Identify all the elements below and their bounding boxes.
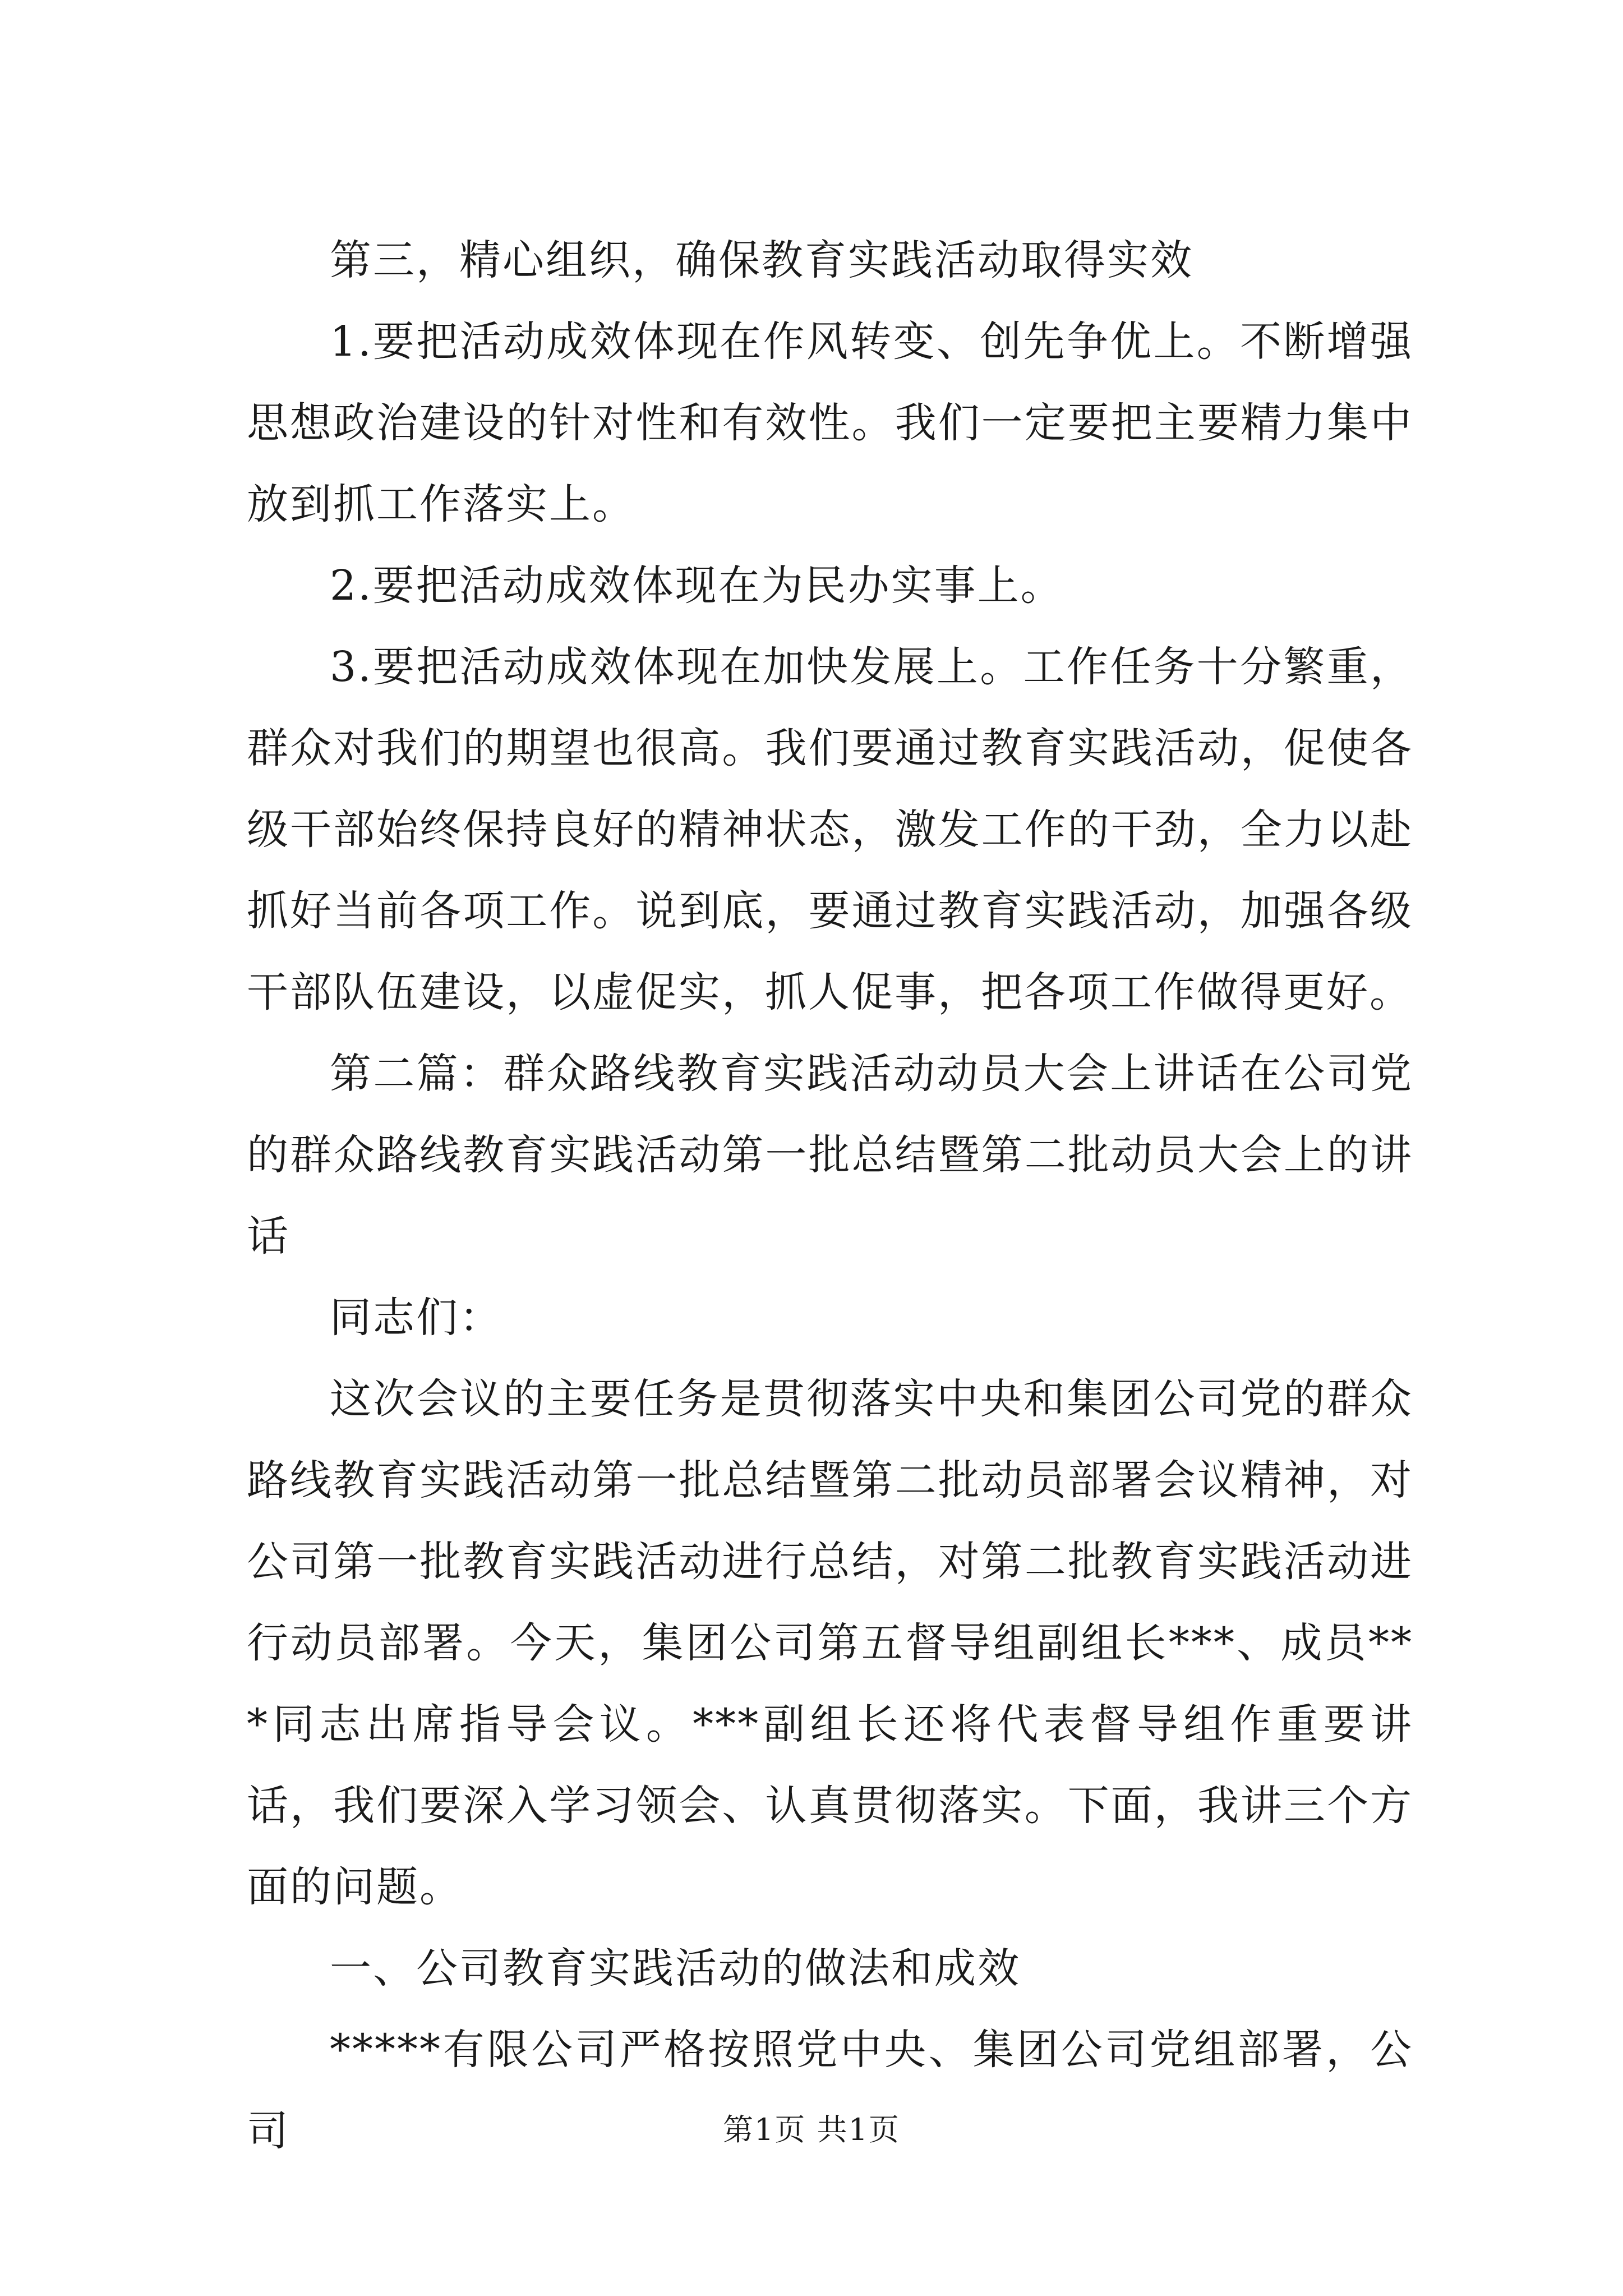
paragraph-item-3: 3.要把活动成效体现在加快发展上。工作任务十分繁重，群众对我们的期望也很高。我们要通过教育实践活动，促使各级干部始终保持良好的精神状态，激发工作的干劲，全力以赴抓好当前各项工作。说到底，要通过教育实践活动，加强各级干部队伍建设，以虚促实，抓人促事，把各项工作做得更好。 (247, 643, 1413, 1016)
article-title-second: 第二篇：群众路线教育实践活动动员大会上讲话在公司党的群众路线教育实践活动第一批总结暨第二批动员大会上的讲话 (247, 1050, 1413, 1260)
paragraph-item-2: 2.要把活动成效体现在为民办实事上。 (330, 562, 1064, 610)
paragraph-item-1: 1.要把活动成效体现在作风转变、创先争优上。不断增强思想政治建设的针对性和有效性。我们一定要把主要精力集中放到抓工作落实上。 (247, 318, 1413, 528)
section-heading-one: 一、公司教育实践活动的做法和成效 (330, 1944, 1021, 1993)
document-body (247, 220, 1413, 2172)
paragraph-company-start: *****有限公司严格按照党中央、集团公司党组部署，公司 (247, 2026, 1413, 2155)
paragraph-meeting-intro: 这次会议的主要任务是贯彻落实中央和集团公司党的群众路线教育实践活动第一批总结暨第二批动员部署会议精神，对公司第一批教育实践活动进行总结，对第二批教育实践活动进行动员部署。今天，集团公司第五督导组副组长***、成员***同志出席指导会议。***副组长还将代表督导组作重要讲话，我们要深入学习领会、认真贯彻落实。下面，我讲三个方面的问题。 (247, 1375, 1413, 1911)
salutation: 同志们： (330, 1294, 502, 1342)
page-footer: 第1页 共1页 (723, 2112, 900, 2147)
section-heading-third: 第三，精心组织，确保教育实践活动取得实效 (330, 236, 1193, 284)
